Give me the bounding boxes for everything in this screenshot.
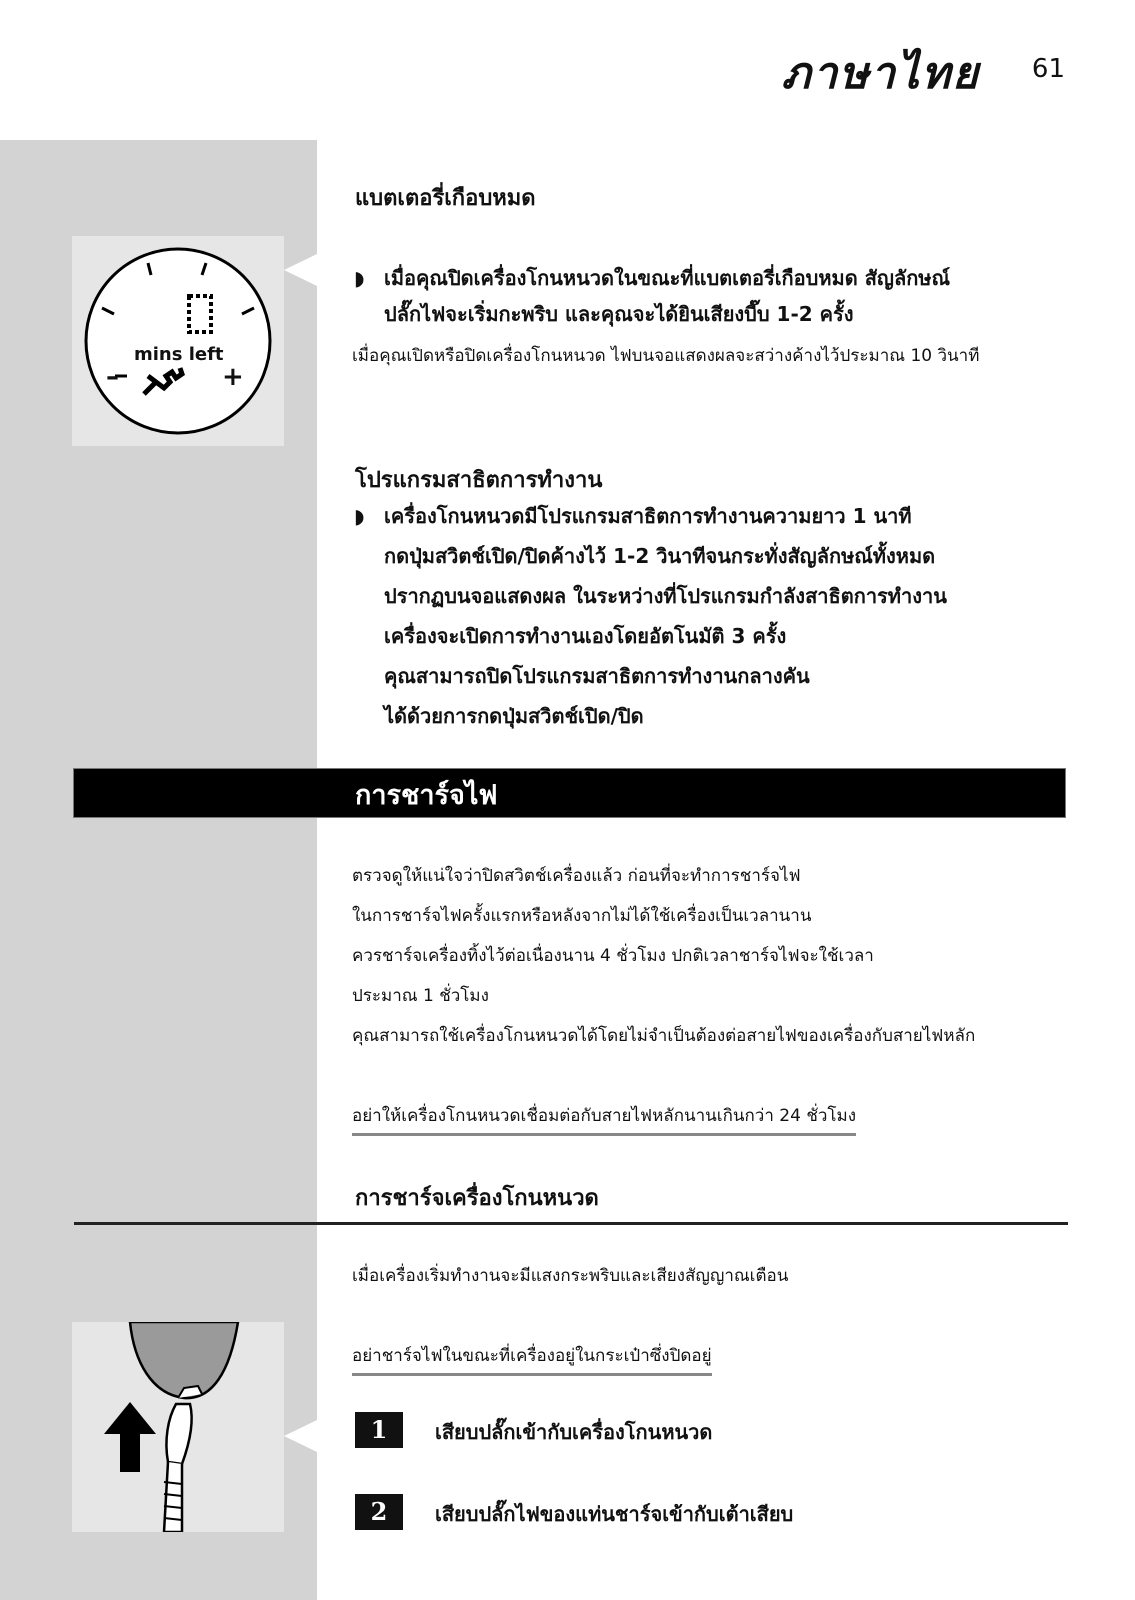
charging-shaver-warning: อย่าชาร์จไฟในขณะที่เครื่องอยู่ในกระเป๋าซึ่งปิดอยู่ bbox=[352, 1342, 712, 1376]
shaver-plug-figure bbox=[72, 1322, 284, 1532]
plus-sign: + bbox=[222, 362, 244, 392]
step-1-text: เสียบปลั๊กเข้ากับเครื่องโกนหนวด bbox=[435, 1420, 713, 1444]
low-battery-note: เมื่อคุณเปิดหรือปิดเครื่องโกนหนวด ไฟบนจอแสดงผลจะสว่างค้างไว้ประมาณ 10 วินาที bbox=[352, 346, 980, 366]
demo-line-1: เครื่องโกนหนวดมีโปรแกรมสาธิตการทำงานความยาว 1 นาที bbox=[384, 504, 912, 528]
bullet-arrow-icon: ◗ bbox=[354, 266, 365, 290]
page-title: ภาษาไทย bbox=[781, 48, 980, 99]
low-battery-line-2: ปลั๊กไฟจะเริ่มกะพริบ และคุณจะได้ยินเสียงบี๊บ 1-2 ครั้ง bbox=[384, 302, 854, 326]
charging-warning: อย่าให้เครื่องโกนหนวดเชื่อมต่อกับสายไฟหลักนานเกินกว่า 24 ชั่วโมง bbox=[352, 1102, 856, 1136]
step-1-number: 1 bbox=[355, 1412, 403, 1448]
charging-shaver-note: เมื่อเครื่องเริ่มทำงานจะมีแสงกระพริบและเสียงสัญญาณเตือน bbox=[352, 1266, 789, 1286]
low-battery-heading: แบตเตอรี่เกือบหมด bbox=[355, 186, 536, 211]
charging-line-2: ในการชาร์จไฟครั้งแรกหรือหลังจากไม่ได้ใช้เครื่องเป็นเวลานาน bbox=[352, 906, 812, 926]
section-divider bbox=[74, 1222, 1068, 1225]
demo-line-5: คุณสามารถปิดโปรแกรมสาธิตการทำงานกลางคัน bbox=[384, 664, 810, 688]
display-figure bbox=[72, 236, 284, 446]
charging-line-5: คุณสามารถใช้เครื่องโกนหนวดได้โดยไม่จำเป็นต้องต่อสายไฟของเครื่องกับสายไฟหลัก bbox=[352, 1026, 976, 1046]
minus-sign: – bbox=[106, 362, 119, 392]
low-battery-line-1: เมื่อคุณปิดเครื่องโกนหนวดในขณะที่แบตเตอรี่เกือบหมด สัญลักษณ์ bbox=[384, 266, 951, 290]
charging-line-4: ประมาณ 1 ชั่วโมง bbox=[352, 986, 489, 1006]
charging-section-title: การชาร์จไฟ bbox=[355, 780, 498, 811]
demo-line-6: ได้ด้วยการกดปุ่มสวิตช์เปิด/ปิด bbox=[384, 704, 644, 728]
demo-heading: โปรแกรมสาธิตการทำงาน bbox=[355, 468, 603, 493]
battery-display-illustration bbox=[72, 236, 284, 446]
demo-line-4: เครื่องจะเปิดการทำงานเองโดยอัตโนมัติ 3 ครั้ง bbox=[384, 624, 787, 648]
demo-line-2: กดปุ่มสวิตช์เปิด/ปิดค้างไว้ 1-2 วินาทีจนกระทั่งสัญลักษณ์ทั้งหมด bbox=[384, 544, 936, 568]
step-2-number: 2 bbox=[355, 1494, 403, 1530]
demo-line-3: ปรากฏบนจอแสดงผล ในระหว่างที่โปรแกรมกำลังสาธิตการทำงาน bbox=[384, 584, 947, 608]
charging-shaver-heading: การชาร์จเครื่องโกนหนวด bbox=[355, 1186, 599, 1211]
charging-section-bar bbox=[73, 768, 1066, 818]
charging-line-1: ตรวจดูให้แน่ใจว่าปิดสวิตช์เครื่องแล้ว ก่อนที่จะทำการชาร์จไฟ bbox=[352, 866, 801, 886]
page-number: 61 bbox=[1031, 54, 1065, 84]
charging-line-3: ควรชาร์จเครื่องทิ้งไว้ต่อเนื่องนาน 4 ชั่วโมง ปกติเวลาชาร์จไฟจะใช้เวลา bbox=[352, 946, 874, 966]
step-2-text: เสียบปลั๊กไฟของแท่นชาร์จเข้ากับเต้าเสียบ bbox=[435, 1502, 794, 1526]
bullet-arrow-icon: ◗ bbox=[354, 504, 365, 528]
figure-pointer-notch bbox=[284, 254, 317, 286]
shaver-plug-illustration bbox=[72, 1322, 284, 1532]
mins-left-label: mins left bbox=[134, 344, 224, 365]
figure-pointer-notch bbox=[284, 1420, 317, 1452]
